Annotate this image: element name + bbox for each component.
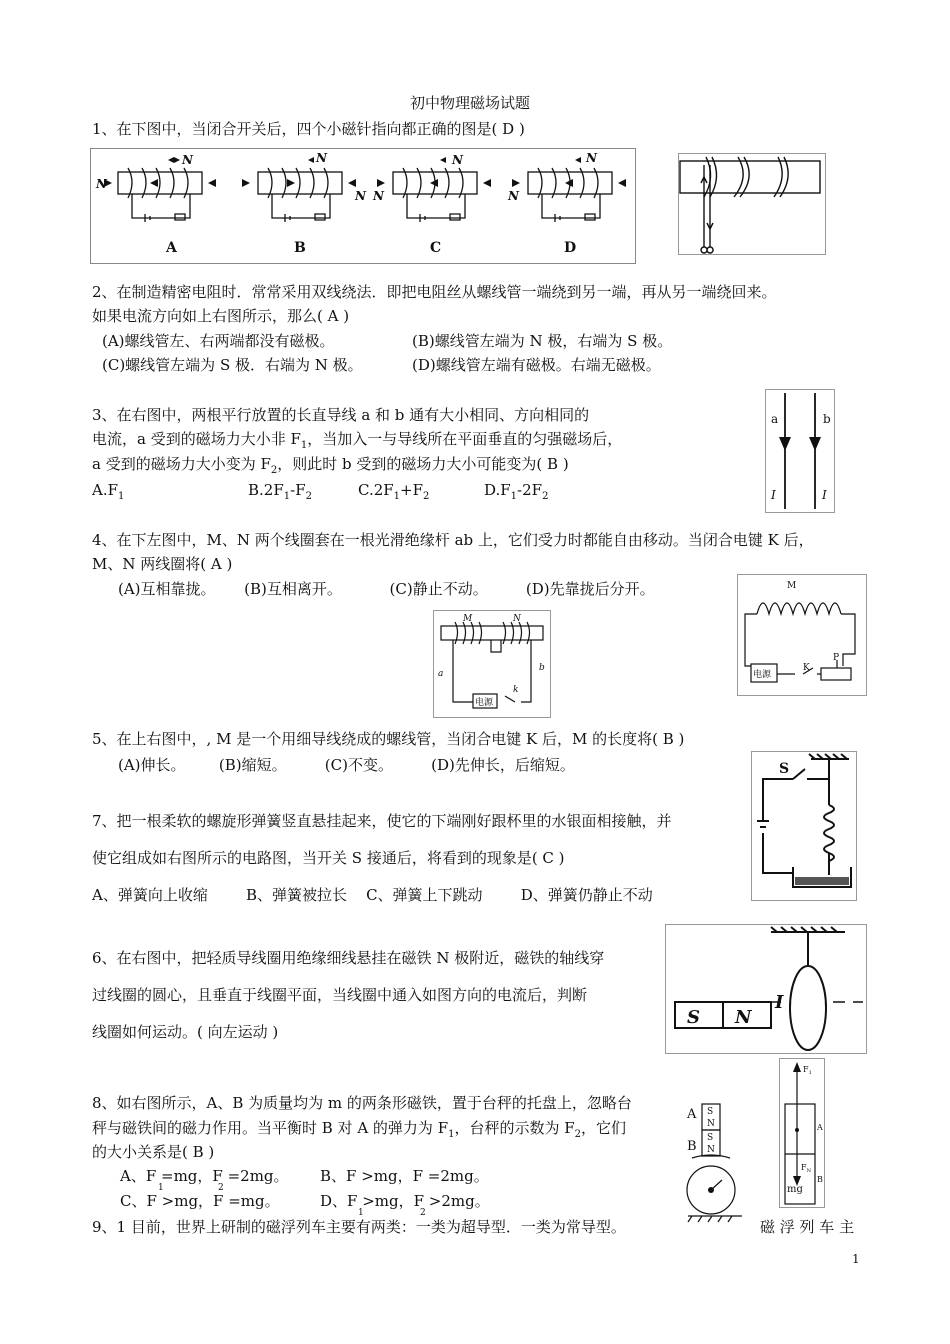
- q3-opt-d-sub2: 2: [542, 491, 549, 502]
- q7-figure: [751, 751, 857, 901]
- q4-coil-m-label: M: [463, 614, 473, 624]
- q3-figure: [765, 389, 835, 513]
- q1-option-label: B: [294, 240, 306, 256]
- q3-line2-sub: 1: [300, 440, 308, 451]
- q5-solenoid-m-label: M: [787, 581, 797, 591]
- q1-pole-label: N: [182, 153, 193, 167]
- q1-pole-label: N: [355, 189, 366, 203]
- q4-coil-n-label: N: [513, 614, 521, 624]
- q6-current-label: I: [775, 992, 784, 1013]
- q7-switch-label: S: [779, 761, 790, 777]
- q1-pole-label: N: [452, 153, 463, 167]
- q8-option-b: B、F >mg，F =2mg。: [320, 1167, 489, 1185]
- q3-opt-b-mid: -F: [290, 481, 306, 499]
- q8-line2-sub2: 2: [574, 1129, 582, 1140]
- q8-option-d: D、F >mg，F >2mg。: [320, 1192, 490, 1210]
- q2-figure: [678, 153, 826, 255]
- q5-figure: [737, 574, 867, 696]
- q3-option-a: [92, 481, 124, 503]
- q4-figure: [433, 610, 551, 718]
- q1-pole-label: N: [508, 189, 519, 203]
- q2-option-b: (B)螺线管左端为 N 极，右端为 S 极。: [412, 332, 673, 350]
- q8-force-f1-label: $F_1$: [803, 1065, 812, 1076]
- q9-line1: 9、1 目前，世界上研制的磁浮列车主要有两类：一类为超导型．一类为常导型。: [92, 1218, 626, 1236]
- q3-wire-a-label: a: [771, 412, 779, 426]
- q9-line1-right: 磁 浮 列 车 主: [760, 1218, 855, 1236]
- q8-sub-index: 1: [358, 1208, 364, 1218]
- q3-option-b: [248, 481, 312, 503]
- q8-dial-center: [708, 1187, 714, 1193]
- q2-option-c: (C)螺线管左端为 S 极．右端为 N 极。: [102, 356, 363, 374]
- q8-line2-sub1: 1: [448, 1129, 455, 1140]
- q3-line3-sub: 2: [270, 465, 278, 476]
- q4-rod-a-label: a: [438, 669, 444, 679]
- q8-figure-forces: [779, 1058, 825, 1208]
- q3-opt-c-sub1: 1: [393, 491, 401, 502]
- q3-line2-pre: 电流，a 受到的磁场力大小非 F: [92, 430, 301, 448]
- q3-opt-d-text: D.F: [484, 481, 511, 499]
- q2-option-d: (D)螺线管左端有磁极。右端无磁极。: [412, 356, 661, 374]
- q3-opt-b-sub2: 2: [305, 491, 312, 502]
- q8-sub-index: 1: [158, 1183, 164, 1193]
- q1-option-label: D: [564, 240, 577, 256]
- q1-pole-label: N: [316, 151, 327, 165]
- q3-line1: 3、在右图中，两根平行放置的长直导线 a 和 b 通有大小相同、方向相同的: [92, 406, 590, 424]
- q6-line2: 过线圈的圆心，且垂直于线圈平面，当线圈中通入如图方向的电流后，判断: [92, 986, 588, 1004]
- q1-pole-label: N: [373, 189, 384, 203]
- q8-sub-index: 2: [420, 1208, 426, 1218]
- q3-opt-d-mid: -2F: [517, 481, 543, 499]
- q3-line3-post: ，则此时 b 受到的磁场力大小可能变为( B ): [277, 455, 569, 473]
- q8-line2-post: ，它们: [581, 1119, 627, 1137]
- q8-label-b: B: [817, 1175, 823, 1184]
- q8-sub-index: 2: [218, 1183, 224, 1193]
- q3-opt-c-sub2: 2: [423, 491, 430, 502]
- q3-opt-a-text: A.F: [92, 481, 119, 499]
- q1-option-label: C: [430, 240, 442, 256]
- q3-opt-a-sub: 1: [118, 491, 125, 502]
- q8-line1: 8、如右图所示，A、B 为质量均为 m 的两条形磁铁，置于台秤的托盘上，忽略台: [92, 1094, 632, 1112]
- q1-text: 1、在下图中，当闭合开关后，四个小磁针指向都正确的图是( D ): [92, 120, 525, 138]
- q6-figure: [665, 924, 867, 1054]
- current-arrow-icon: [779, 437, 821, 451]
- q8-force-fn-label: $F_N$: [801, 1163, 811, 1174]
- q7-options: A、弹簧向上收缩 B、弹簧被拉长 C、弹簧上下跳动 D、弹簧仍静止不动: [92, 886, 653, 904]
- q8-pole-label: N: [707, 1119, 715, 1129]
- q6-magnet-n-label: N: [735, 1007, 752, 1028]
- q8-line3: 的大小关系是( B ): [92, 1143, 215, 1161]
- q3-opt-c-mid: +F: [400, 481, 424, 499]
- q5-power-source-label: 电源: [753, 670, 772, 680]
- q3-opt-b-sub1: 1: [283, 491, 291, 502]
- q4-line1: 4、在下左图中，M、N 两个线圈套在一根光滑绝缘杆 ab 上，它们受力时都能自由移动。当闭合电键 K 后，: [92, 531, 814, 549]
- q3-option-c: [358, 481, 429, 503]
- q3-wire-b-label: b: [823, 412, 831, 426]
- q4-rod-b-label: b: [539, 663, 545, 673]
- q8-magnet-a-label: A: [687, 1107, 697, 1122]
- q6-line3: 线圈如何运动。( 向左运动 ): [92, 1023, 279, 1041]
- q8-pole-label: S: [707, 1133, 714, 1143]
- q3-opt-d-sub1: 1: [510, 491, 518, 502]
- q8-option-c: C、F >mg，F =mg。: [120, 1192, 280, 1210]
- q4-options: (A)互相靠拢。 (B)互相离开。 (C)静止不动。 (D)先靠拢后分开。: [118, 580, 655, 598]
- force-arrow-icon: [793, 1062, 801, 1072]
- q3-opt-b-text: B.2F: [248, 481, 284, 499]
- q3-opt-c-text: C.2F: [358, 481, 394, 499]
- q4-line2: M、N 两线圈将( A ): [92, 555, 233, 573]
- q3-current-label: I: [822, 488, 827, 502]
- q4-power-source-label: 电源: [475, 698, 494, 708]
- q5-rheostat-label: P: [833, 653, 840, 663]
- q8-pole-label: S: [707, 1107, 714, 1117]
- q3-option-d: [484, 481, 548, 503]
- q7-mercury: [795, 877, 849, 885]
- q5-options: (A)伸长。 (B)缩短。 (C)不变。 (D)先伸长，后缩短。: [118, 756, 575, 774]
- q1-figure: [90, 148, 636, 264]
- q8-pole-label: N: [707, 1145, 715, 1155]
- q7-line2: 使它组成如右图所示的电路图，当开关 S 接通后，将看到的现象是( C ): [92, 849, 565, 867]
- q1-option-label: A: [166, 240, 177, 256]
- q8-label-a: A: [817, 1123, 823, 1132]
- q3-current-label: I: [771, 488, 776, 502]
- q3-line2: [92, 430, 622, 452]
- q8-figure-scale: [682, 1098, 748, 1224]
- q6-line1: 6、在右图中，把轻质导线圈用绝缘细线悬挂在磁铁 N 极附近，磁铁的轴线穿: [92, 949, 605, 967]
- q1-pole-label: N: [96, 177, 107, 191]
- q6-magnet-s-label: S: [687, 1007, 700, 1028]
- q1-pole-label: N: [586, 151, 597, 165]
- q8-gravity-label: mg: [787, 1184, 803, 1195]
- q8-option-a: A、F =mg，F =2mg。: [120, 1167, 289, 1185]
- q7-line1: 7、把一根柔软的螺旋形弹簧竖直悬挂起来，使它的下端刚好跟杯里的水银面相接触，并: [92, 812, 672, 830]
- page-number: 1: [852, 1252, 860, 1266]
- q8-line2-mid: ，台秤的示数为 F: [454, 1119, 575, 1137]
- q8-line2: [92, 1119, 626, 1141]
- q2-line1: 2、在制造精密电阻时．常常采用双线绕法．即把电阻丝从螺线管一端绕到另一端，再从另一端绕回来。: [92, 283, 777, 301]
- q2-option-a: (A)螺线管左、右两端都没有磁极。: [102, 332, 335, 350]
- q3-line3: [92, 455, 569, 477]
- q8-magnet-b-label: B: [687, 1139, 697, 1154]
- q3-line3-pre: a 受到的磁场力大小变为 F: [92, 455, 271, 473]
- q3-line2-post: ，当加入一与导线所在平面垂直的匀强磁场后，: [307, 430, 623, 448]
- q4-switch-label: k: [513, 685, 519, 695]
- q8-center-dot: [795, 1128, 799, 1132]
- page-title: 初中物理磁场试题: [410, 94, 531, 112]
- q5-switch-label: K: [803, 663, 810, 673]
- q5-line1: 5、在上右图中，, M 是一个用细导线绕成的螺线管，当闭合电键 K 后，M 的长度将( B ): [92, 730, 685, 748]
- q8-line2-pre: 秤与磁铁间的磁力作用。当平衡时 B 对 A 的弹力为 F: [92, 1119, 449, 1137]
- q2-line2: 如果电流方向如上右图所示，那么( A ): [92, 307, 350, 325]
